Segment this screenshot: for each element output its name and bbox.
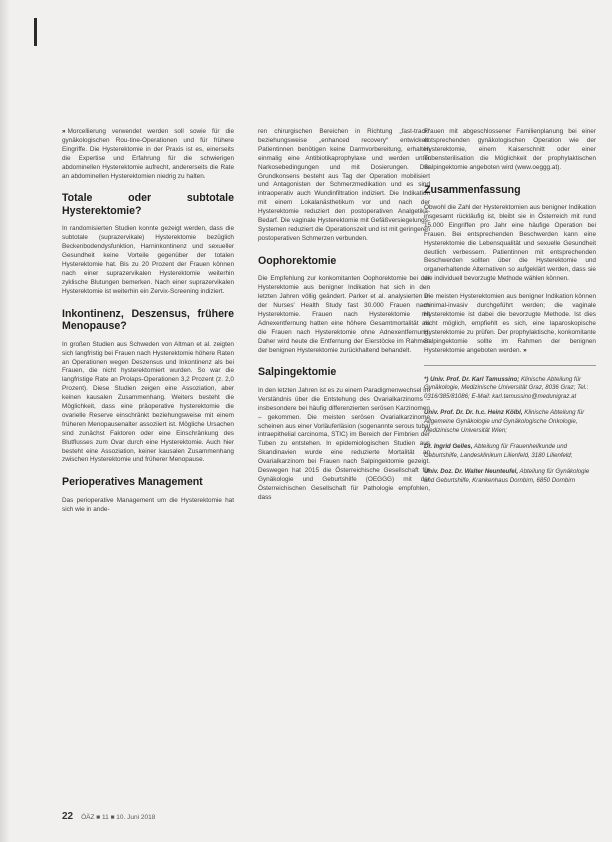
author-name: Dr. Ingrid Gelles, (424, 443, 473, 451)
column-1 (62, 128, 234, 524)
heading-salpingektomie: Salpingektomie (258, 366, 337, 379)
author-entry (424, 468, 596, 485)
author-name: Univ. Prof. Dr. Dr. h.c. Heinz Kölbl, (424, 409, 523, 417)
heading-inkontinenz: Inkontinenz, Deszensus, frühere Menopause? (62, 307, 234, 333)
issue-info: ÖÄZ ■ 11 ■ 10. Juni 2018 (81, 814, 156, 821)
paragraph-perioperativ: Das perioperative Management um die Hysterektomie hat sich wie in ande- (62, 496, 234, 513)
heading-perioperativ: Perioperatives Management (62, 476, 203, 489)
author-list (424, 376, 596, 486)
author-entry (424, 376, 596, 402)
author-detail: Klinische Abteilung für Gynäkologie, Medizinische Universität Graz, 8036 Graz; Tel.: 0316/385/81086; E-Mail: karl.tamussino@medunigraz.at (424, 375, 589, 400)
scan-edge-shadow (0, 0, 10, 842)
heading-subtotal: Totale oder subtotale Hysterektomie? (62, 192, 234, 217)
paragraph-intro: Frauen mit abgeschlossener Familienplanung bei einer entsprechenden gynäkologischen Operation wie der Hysterektomie, einem Kaiserschnitt oder einer Tubensterilisation die Möglichkeit der prophylaktischen Salpingektomie angeboten wird (www.oeggg.at). (424, 128, 596, 171)
end-marker-icon: » (523, 346, 527, 354)
heading-oophorektomie: Oophorektomie (258, 254, 337, 267)
author-name: *) Univ. Prof. Dr. Karl Tamussino; (424, 375, 520, 383)
paragraph-oophorektomie: Die Empfehlung zur konkomitanten Oophorektomie bei der Hysterektomie aus benigner Indikation hat sich in den letzten Jahren völlig geändert. Parker et al. analysierten in der Nurses' Health Study fast 30.000 Frauen nach Hysterektomie. Frauen nach Hysterektomie mit Adnexentfernung hatten eine höhere Gesamtmortalität als die Frauen nach Hysterektomie ohne Adnexentfernung. Daher wird heute die Entfernung der Eierstöcke im Rahmen der benignen Hysterektomie zurückhaltend behandelt. (258, 275, 430, 354)
paragraph-salpingektomie: In den letzten Jahren ist es zu einem Paradigmenwechsel im Verständnis über die Entstehung des Ovarialkarzinoms – insbesondere bei häufig differenzierten serösen Karzinomen – gekommen. Die meisten serösen Ovarialkarzinome scheinen aus einer Vorläuferläsion (sogenannte serous tubal intraepithelial carcinoma, STIC) im Bereich der Fimbrien der Tuben zu entstehen. In epidemiologischen Studien aus Skandinavien wurde eine reduzierte Mortalität an Ovarialkarzinom bei Frauen nach Salpingektomie gezeigt. Deswegen hat 2015 die Österreichische Gesellschaft für Gynäkologie und Geburtshilfe (OEGGG) mit der Österreichischen Gesellschaft für Pathologie empfohlen, dass (258, 386, 430, 501)
paragraph-zusammenfassung-1: Obwohl die Zahl der Hysterektomien aus benigner Indikation insgesamt rückläufig ist, bleibt sie in Österreich mit rund 15.000 Eingriffen pro Jahr eine häufige Operation bei Frauen. Bei entsprechenden Beschwerden kann eine Hysterektomie die Lebensqualität und sexuelle Gesundheit deutlich verbessern. Patientinnen mit entsprechenden Beschwerden sollten über die Hysterektomie und organerhaltende Alternativen so aufgeklärt werden, dass sie die individuell bevorzugte Methode wählen können. (424, 204, 596, 283)
paragraph-zusammenfassung-2: Die meisten Hysterektomien aus benigner Indikation können minimal-invasiv durchgeführt werden; die vaginale Hysterektomie ist dabei die bevorzugte Methode. Ist dies nicht möglich, empfiehlt es sich, eine laparoskopische Hysterektomie zu prüfen. Der prophylaktische, konkomitante Salpingektomie sollte im Rahmen der benignen Hysterektomie angeboten werden. » (424, 293, 596, 354)
margin-mark (34, 18, 37, 46)
paragraph-subtotal: In randomisierten Studien konnte gezeigt werden, dass die subtotale (suprazervikale) Hysterektomie bezüglich Beckenbodendysfunktion, Harninkontinenz und sexueller Gesundheit keine Vorteile gegenüber der totalen Hysterektomie hat. Bis zu 20 Prozent der Frauen können nach einer suprazervikalen Hysterektomie weiterhin zyklische Blutungen bemerken. Nach einer suprazervikalen Hysterektomie ist weiterhin ein Zervix-Screening indiziert. (62, 225, 234, 295)
column-2 (258, 128, 430, 512)
author-detail: Abteilung für Frauenheilkunde und Geburtshilfe, Landesklinikum Lilienfeld, 3180 Lilienfeld; (424, 443, 573, 459)
author-entry (424, 443, 596, 460)
paragraph-intro: ren chirurgischen Bereichen in Richtung „fast-track“ beziehungsweise „enhanced recovery“ entwickelt. Patientinnen benötigen keine Darmvorbereitung, erhalten einmalig eine Antibiotikaprophylaxe und werden unter Narkosebedingungen und mit Dosierungen. Der Grundkonsens besteht aus Tag der Operation mobilisiert und Antagonisten der Schmerzmedikation und es sind intraoperativ auch Wundinfiltration indiziert. Die Indikation mit einem Lokalanästhetikum vor und nach der Hysterektomie reduziert den postoperativen Analgetika-Bedarf. Die vaginale Hysterektomie mit Gefäßversiegelungs-Systemen reduziert die Operationszeit und ist mit geringeren postoperativen Schmerzen verbunden. (258, 128, 430, 242)
author-entry (424, 409, 596, 435)
page-footer (62, 811, 155, 822)
heading-zusammenfassung: Zusammenfassung (424, 183, 521, 196)
author-detail: Abteilung für Gynäkologie und Geburtshilfe, Krankenhaus Dornbirn, 6850 Dornbirn (424, 468, 590, 484)
paragraph-intro: » Morcellierung verwendet werden soll sowie für die gynäkologischen Rou-tine-Operationen und für frühere Eingriffe. Die Hysterektomie in der Praxis ist es, einerseits die Expertise und Erfahrung für die schwierigen abdominellen Hysterektomie aufrecht, andererseits die Rate an abdominellen Hysterektomien niedrig zu halten. (62, 128, 234, 180)
author-detail: Klinische Abteilung für Allgemeine Gynäkologie und Gynäkologische Onkologie, Medizinische Universität Wien; (424, 409, 585, 434)
divider (424, 365, 596, 366)
page-number: 22 (62, 811, 74, 822)
continuation-marker-icon: » (62, 128, 66, 135)
paragraph-inkontinenz: In großen Studien aus Schweden von Altman et al. zeigten sich langfristig bei Frauen nach Hysterektomie höhere Raten an Operationen wegen Deszensus und Inkontinenz als bei Frauen, die nicht hysterektomiert wurden. So war die langfristige Rate an Prolaps-Operationen 3,2 Prozent (z. 2,0 Prozent). Diese Studien zeigen eine Assoziation, aber keinen kausalen Zusammenhang. Weiters besteht die Möglichkeit, dass eine präoperative hysterektomie die ovarielle Reserve einschränkt beziehungsweise mit einem früheren Menopausenalter assoziiert ist. Mögliche Ursachen sind zunächst Faktoren oder eine Einschränkung des Blutflusses zum Ovar durch eine Hysterektomie. Auch hier besteht eine Assoziation, keiner kausalen Zusammenhang zwischen Hysterektomie und früherer Menopause. (62, 340, 234, 464)
column-3 (424, 128, 596, 493)
author-name: Univ. Doz. Dr. Walter Neunteufel, (424, 468, 519, 476)
